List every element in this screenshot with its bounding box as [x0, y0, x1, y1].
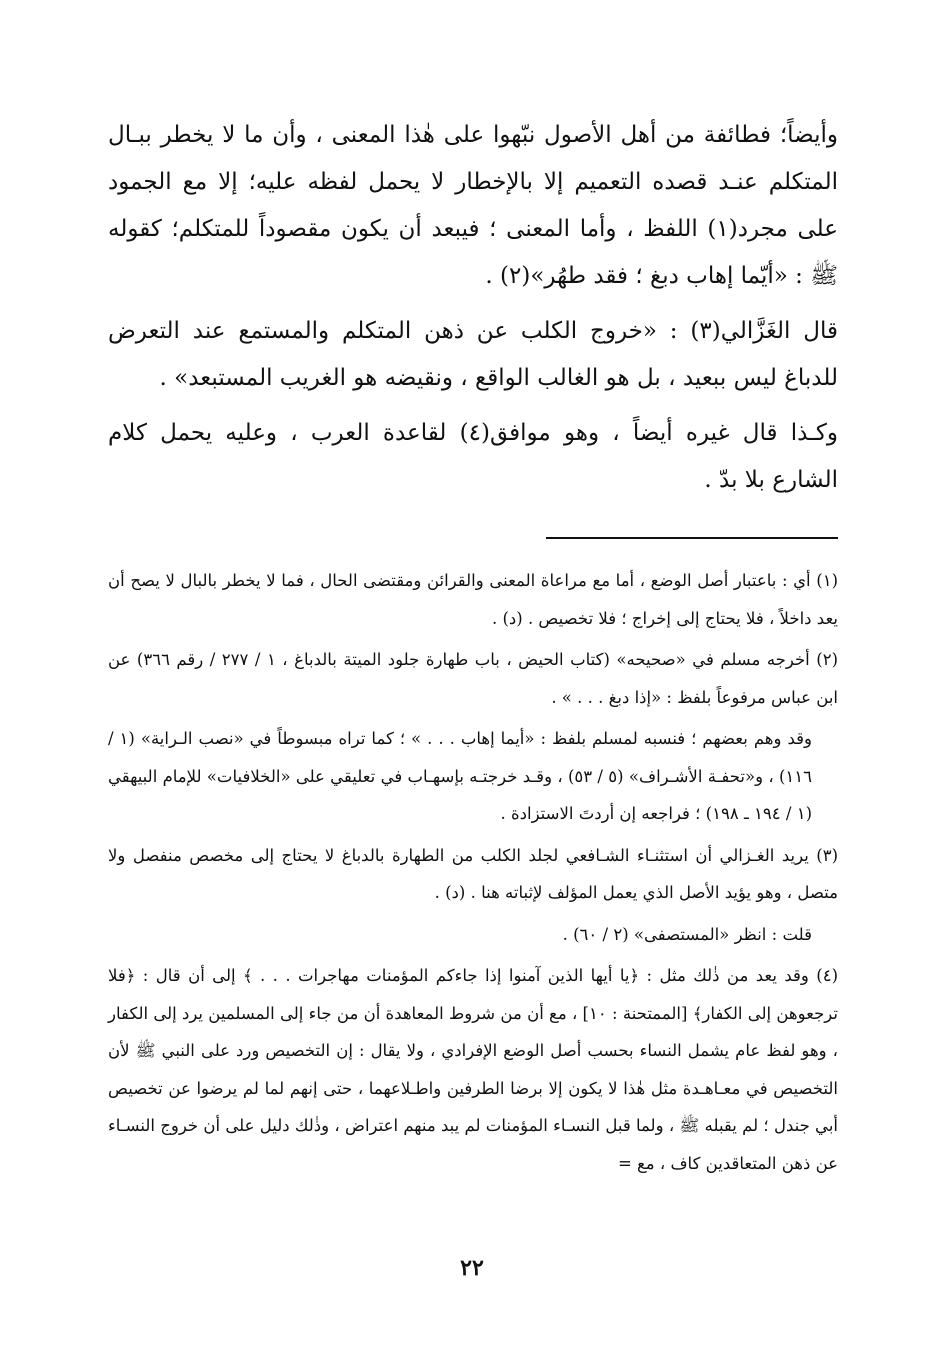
footnote-continuation: قلت : انظر «المستصفى» (٢ / ٦٠) .	[562, 924, 812, 944]
main-paragraph: قال الغَزَّالي(٣) : «خروج الكلب عن ذهن المتكلم والمستمع عند التعرض للدباغ ليس ببعيد ، بل هو الغالب الواقع ، ونقيضه هو الغريب المستبعد» .	[108, 318, 838, 391]
page-body	[108, 112, 839, 1173]
footnote-continuation: وقد وهم بعضهم ؛ فنسبه لمسلم بلفظ : «أيما إهاب . . . » ؛ كما تراه مبسوطاً في «نصب الـراية» (١ / ١١٦) ، و«تحفـة الأشـراف» (٥ / ٥٣) ، وقـد خرجتـه بإسهـاب في تعليقي على «الخلافيات» للإمام البيهقي (١ / ١٩٤ ـ ١٩٨) ؛ فراجعه إن أردتَ الاستزادة .	[108, 729, 812, 823]
footnote: (٣) يريد الغـزالي أن استثنـاء الشـافعي لجلد الكلب من الطهارة بالدباغ لا يحتاج إلى مخصص منفصل ولا متصل ، وهو يؤيد الأصل الذي يعمل المؤلف لإثباته هنا . (د) .	[108, 845, 838, 902]
main-text	[108, 112, 838, 504]
footnotes	[108, 562, 838, 1186]
main-paragraph: وكـذا قال غيره أيضاً ، وهو موافق(٤) لقاعدة العرب ، وعليه يحمل كلام الشارع بلا بدّ .	[108, 420, 838, 493]
footnote: (٢) أخرجه مسلم في «صحيحه» (كتاب الحيض ، باب طهارة جلود الميتة بالدباغ ، ١ / ٢٧٧ / رقم ٣٦٦) عن ابن عباس مرفوعاً بلفظ : «إذا دبغ . . . » .	[108, 650, 839, 707]
footnote: (٤) وقد يعد من ذٰلك مثل : ﴿يا أيها الذين آمنوا إذا جاءكم المؤمنات مهاجرات . . . ﴾ إلى أن قال : ﴿فلا ترجعوهن إلى الكفار﴾ [الممتحنة : ١٠] ، مع أن من شروط المعاهدة أن من جاء إلى المسلمين يرد إلى الكفار ، وهو لفظ عام يشمل النساء بحسب أصل الوضع الإفرادي ، ولا يقال : إن التخصيص ورد على النبي ﷺ لأن التخصيص في معـاهـدة مثل هٰذا لا يكون إلا برضا الطرفين واطـلاعهما ، حتى إنهم لما لم يرضوا عن تخصيص أبي جندل ؛ لم يقبله ﷺ ، ولما قبل النسـاء المؤمنات لم يبد منهم اعتراض ، وذٰلك دليل على أن خروج النسـاء عن ذهن المتعاقدين كاف ، مع =	[108, 966, 838, 1173]
footnote: (١) أي : باعتبار أصل الوضع ، أما مع مراعاة المعنى والقرائن ومقتضى الحال ، فما لا يخطر بالبال لا يصح أن يعد داخلاً ، فلا يحتاج إلى إخراج ؛ فلا تخصيص . (د) .	[108, 571, 838, 628]
footnote-separator	[546, 537, 838, 539]
main-paragraph: وأيضاً؛ فطائفة من أهل الأصول نبّهوا على هٰذا المعنى ، وأن ما لا يخطر ببـال المتكلم عنـد قصده التعميم إلا بالإخطار لا يحمل لفظه عليه؛ إلا مع الجمود على مجرد(١) اللفظ ، وأما المعنى ؛ فيبعد أن يكون مقصوداً للمتكلم؛ كقوله ﷺ : «أيّما إهاب دبغ ؛ فقد طهُر»(٢) .	[108, 122, 838, 289]
page-number: ٢٢	[460, 1255, 484, 1281]
